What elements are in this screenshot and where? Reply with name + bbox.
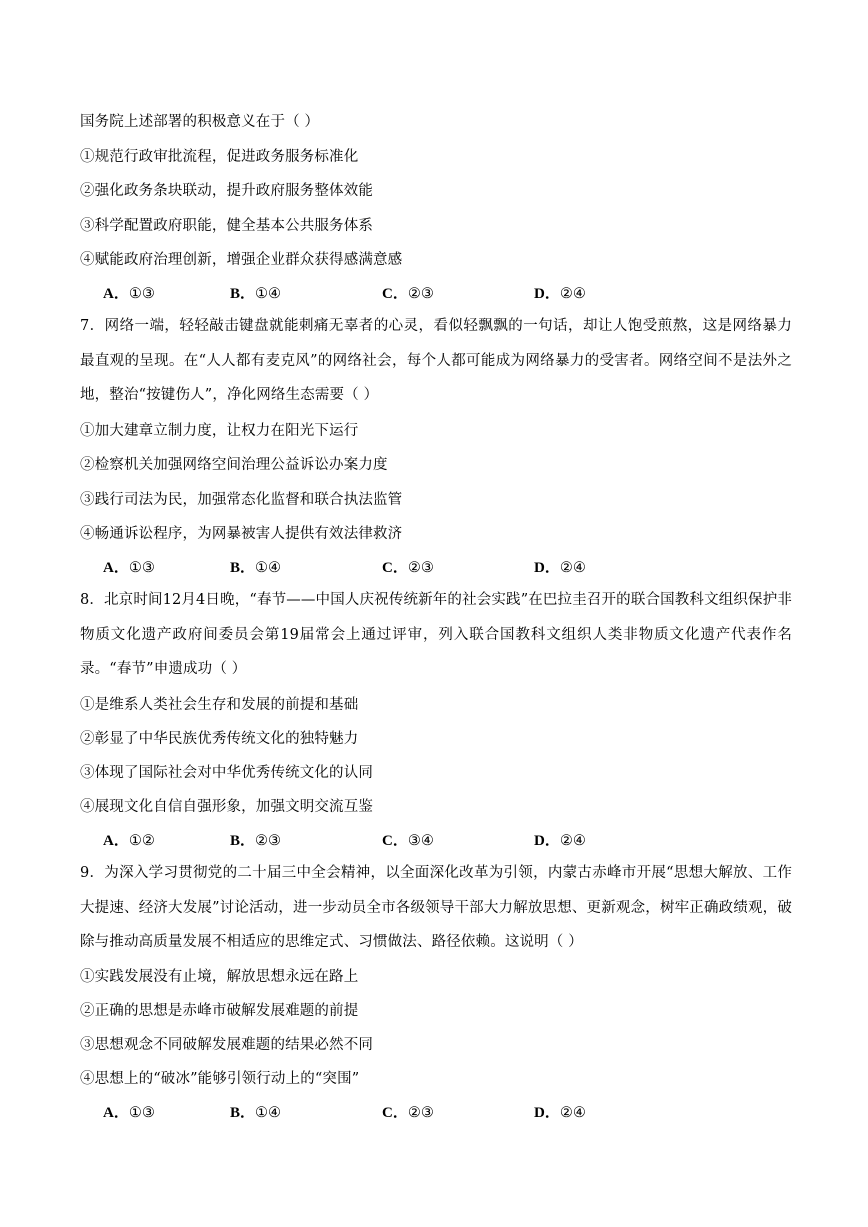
q9-option-c[interactable]: C．②③ [382,1105,434,1121]
q7-choice-1: ①加大建章立制力度，让权力在阳光下运行 [80,423,359,439]
q7-options [103,558,743,578]
q8-option-c[interactable]: C．③④ [382,833,434,849]
q9-choice-3: ③思想观念不同破解发展难题的结果必然不同 [80,1037,373,1053]
q6-choice-2: ②强化政务条块联动，提升政府服务整体效能 [80,183,373,199]
q8-option-a[interactable]: A．①② [103,833,155,849]
q8-option-b[interactable]: B．②③ [230,833,282,849]
q9-choice-2: ②正确的思想是赤峰市破解发展难题的前提 [80,1003,359,1019]
q6-options [103,284,743,304]
q9-choice-4: ④思想上的“破冰”能够引领行动上的“突围” [80,1071,360,1087]
q9-option-a[interactable]: A．①③ [103,1105,155,1121]
q6-option-b[interactable]: B．①④ [230,286,282,302]
q7-option-d[interactable]: D．②④ [534,560,586,576]
q8-stem: 8．北京时间12月4日晚，“春节——中国人庆祝传统新年的社会实践”在巴拉圭召开的联合国教科文组织保护非物质文化遗产政府间委员会第19届常会上通过评审，列入联合国教科文组织人类非物质文化遗产代表作名录。“春节”申遗成功（ ） [80,592,792,677]
q6-choice-3: ③科学配置政府职能，健全基本公共服务体系 [80,218,373,234]
q6-choice-1: ①规范行政审批流程，促进政务服务标准化 [80,149,359,165]
q7-stem: 7．网络一端，轻轻敲击键盘就能刺痛无辜者的心灵，看似轻飘飘的一句话，却让人饱受煎熬，这是网络暴力最直观的呈现。在“人人都有麦克风”的网络社会，每个人都可能成为网络暴力的受害者。网络空间不是法外之地，整治“按键伤人”，净化网络生态需要（ ） [80,318,792,403]
q8-choice-4: ④展现文化自信自强形象，加强文明交流互鉴 [80,799,373,815]
q7-option-a[interactable]: A．①③ [103,560,155,576]
q8-choice-2: ②彰显了中华民族优秀传统文化的独特魅力 [80,731,359,747]
q9-options [103,1103,743,1123]
q6-option-a[interactable]: A．①③ [103,286,155,302]
q8-choice-3: ③体现了国际社会对中华优秀传统文化的认同 [80,765,373,781]
q6-choice-4: ④赋能政府治理创新，增强企业群众获得感满意感 [80,252,403,268]
q7-choice-3: ③践行司法为民，加强常态化监督和联合执法监管 [80,492,403,508]
q7-option-c[interactable]: C．②③ [382,560,434,576]
q6-stem: 国务院上述部署的积极意义在于（ ） [80,114,320,130]
q8-choice-1: ①是维系人类社会生存和发展的前提和基础 [80,697,359,713]
q6-option-d[interactable]: D．②④ [534,286,586,302]
q8-option-d[interactable]: D．②④ [534,833,586,849]
q8-options [103,831,743,851]
q6-option-c[interactable]: C．②③ [382,286,434,302]
q7-choice-2: ②检察机关加强网络空间治理公益诉讼办案力度 [80,457,388,473]
q7-choice-4: ④畅通诉讼程序，为网暴被害人提供有效法律救济 [80,526,403,542]
q9-option-b[interactable]: B．①④ [230,1105,282,1121]
q9-stem: 9．为深入学习贯彻党的二十届三中全会精神，以全面深化改革为引领，内蒙古赤峰市开展“思想大解放、工作大提速、经济大发展”讨论活动，进一步动员全市各级领导干部大力解放思想、更新观念，树牢正确政绩观，破除与推动高质量发展不相适应的思维定式、习惯做法、路径依赖。这说明（ ） [80,865,792,950]
q9-option-d[interactable]: D．②④ [534,1105,586,1121]
q7-option-b[interactable]: B．①④ [230,560,282,576]
q9-choice-1: ①实践发展没有止境，解放思想永远在路上 [80,969,359,985]
